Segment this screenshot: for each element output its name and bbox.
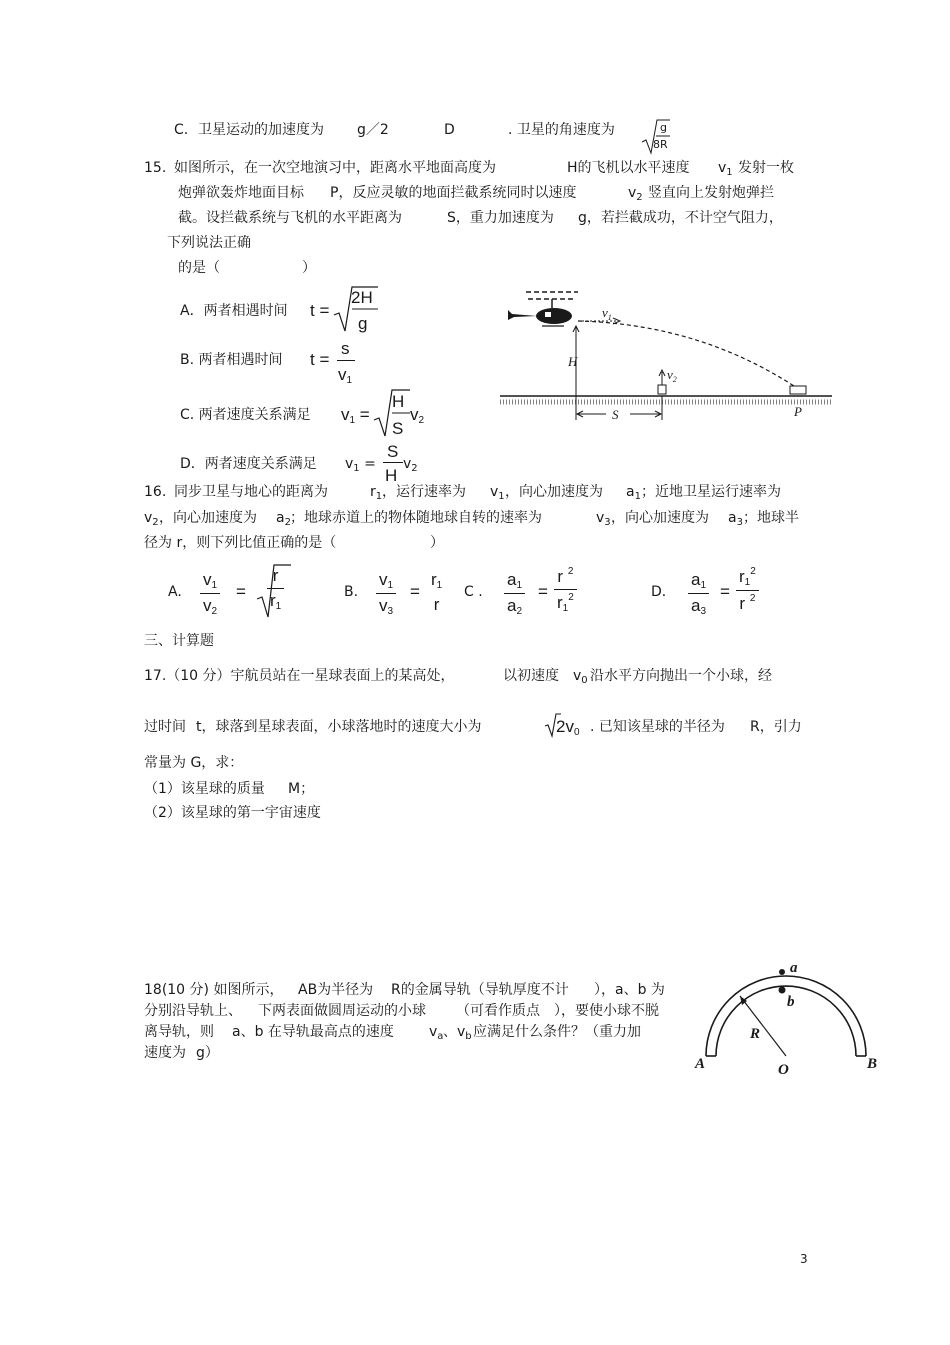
q15-option-b-den: $v_1$	[338, 365, 353, 386]
fig-S: S	[612, 407, 619, 422]
q16-line1b: $r_1$	[370, 484, 383, 502]
q15-option-d: D．两者速度关系满足	[180, 456, 317, 472]
q18-figure	[690, 958, 885, 1080]
q16-equals: =	[410, 582, 420, 601]
q15-line5: 的是（	[178, 260, 220, 276]
q16-line2h: ；地球半	[743, 510, 799, 526]
q16-line2f: ，向心加速度为	[611, 510, 709, 526]
q17-item2: （2）该星球的第一宇宙速度	[144, 805, 321, 821]
q14-option-d-label: D	[444, 122, 455, 138]
q16-line2e: $v_3$	[596, 510, 611, 528]
fig-a: a	[790, 960, 798, 976]
q18-line1d: ），a、b 为	[594, 982, 665, 998]
q15-line3b: S，重力加速度为	[447, 210, 554, 226]
q16-v3: v	[596, 510, 605, 526]
fig-A: A	[695, 1056, 706, 1072]
q16-line1d: $v_1$	[490, 484, 505, 502]
q16-a2: a	[276, 510, 285, 526]
q15-option-c-lhs: $v_1$ =	[341, 405, 370, 426]
fig-B: B	[867, 1056, 878, 1072]
q17-line1b: 以初速度	[503, 668, 559, 684]
q15-option-b-den-v: v	[338, 365, 347, 384]
q16-option-b-label: B.	[344, 584, 359, 600]
q16-line2a: $v_2$	[144, 510, 159, 528]
q16-option-a-left: $\frac{v_1}{v_2}$	[200, 570, 220, 617]
q15-line1b: H的飞机以水平速度	[567, 160, 690, 176]
q16-option-c-label: C .	[464, 584, 483, 600]
q15-fracbar	[337, 360, 355, 361]
fig-b: b	[787, 994, 795, 1010]
q15-option-c-rhs: $v_2$	[410, 405, 425, 426]
q15-v1: v	[718, 160, 727, 176]
q15-option-d-den: H	[385, 466, 398, 485]
q14-option-c-value: g／2	[357, 122, 389, 138]
q17-line2c: $2v_0$	[556, 717, 580, 738]
fig-v2: $v_2$	[667, 367, 677, 384]
q18-line4b: g）	[196, 1045, 219, 1061]
q16-line3: 径为 r，则下列比值正确的是（	[144, 535, 337, 551]
q15-line2c: $v_2$	[628, 185, 643, 203]
q15-option-c-v2: v	[410, 405, 419, 424]
q15-line3c: g，若拦截成功，不计空气阻力，	[578, 210, 783, 226]
q17-item1b: M；	[288, 781, 315, 797]
q16-line2b: ，向心加速度为	[159, 510, 257, 526]
q16-v2: v	[144, 510, 153, 526]
q16-option-a-right: $\frac{r}{r_1}$	[267, 566, 284, 612]
page-number: 3	[800, 1252, 808, 1266]
q15-figure	[498, 284, 834, 424]
fig-H: H	[568, 354, 578, 369]
q17-line1c: $v_0$	[573, 668, 588, 686]
q16-option-d-right: $\frac{r_1^2}{r ^2}$	[736, 566, 759, 614]
q15-option-c: C. 两者速度关系满足	[180, 407, 311, 423]
q16-equals: =	[720, 582, 730, 601]
q17-line1d: 沿水平方向抛出一个小球，经	[590, 668, 772, 684]
q16-option-b-right: $r_1$ r	[431, 570, 443, 614]
fig-O: O	[778, 1062, 789, 1078]
q17-v0: v	[573, 668, 582, 684]
q14-option-d-text: . 卫星的角速度为	[508, 122, 615, 138]
q15-option-a-den: g	[358, 314, 368, 333]
q18-line3e: 应满足什么条件？（重力加	[473, 1024, 641, 1040]
q16-line1: 同步卫星与地心的距离为	[174, 484, 328, 500]
fig-R: R	[750, 1026, 761, 1042]
helicopter	[508, 292, 578, 326]
q17-line3: 常量为 G，求：	[144, 755, 244, 771]
q15-option-b-lhs: t =	[310, 350, 330, 369]
q17-item1: （1）该星球的质量	[144, 781, 265, 797]
q16-option-a-label: A.	[168, 584, 182, 600]
q15-line2: 炮弹欲轰炸地面目标	[178, 185, 304, 201]
q15-option-d-rhs: $v_2$	[403, 456, 418, 474]
q18-line4: 速度为	[144, 1045, 186, 1061]
q15-line5b: ）	[302, 260, 316, 276]
q16-a1: a	[626, 484, 635, 500]
q16-equals: =	[538, 582, 548, 601]
q16-line2d: ；地球赤道上的物体随地球自转的速率为	[290, 510, 542, 526]
q15-option-b: B. 两者相遇时间	[180, 352, 283, 368]
q16-option-c-left: $\frac{a_1}{a_2}$	[504, 570, 525, 617]
q14-option-c-text: 卫星运动的加速度为	[198, 122, 324, 138]
q15-line3: 截。设拦截系统与飞机的水平距离为	[178, 210, 402, 226]
q15-option-a-lhs: t =	[310, 301, 330, 320]
q15-option-d-v: v	[345, 456, 354, 472]
q15-line4: 下列说法正确	[167, 235, 251, 251]
q17-line2b: t，球落到星球表面，小球落地时的速度大小为	[196, 719, 482, 735]
q14-d-num: g	[660, 121, 667, 134]
q16-line1c: ，运行速率为	[382, 484, 466, 500]
q15-line1c: $v_1$	[718, 160, 733, 178]
q18-line3d: 、$v_b$	[443, 1024, 472, 1042]
q15-option-d-lhs: $v_1$ =	[345, 456, 376, 474]
q16-line1g: ；近地卫星运行速率为	[641, 484, 781, 500]
q17-line2: 过时间	[144, 719, 186, 735]
q15-v2: v	[628, 185, 637, 201]
q16-equals: =	[236, 582, 246, 601]
fig-P: P	[794, 404, 802, 419]
q16-v1: v	[490, 484, 499, 500]
q15-option-d-num: S	[387, 442, 399, 461]
q16-line1f: $a_1$	[626, 484, 641, 502]
q15-line1: 如图所示，在一次空地演习中，距离水平地面高度为	[174, 160, 496, 176]
q14-d-den: 8R	[653, 138, 668, 151]
q18-va: v	[429, 1024, 438, 1040]
q16-line2g: $a_3$	[728, 510, 743, 528]
q15-option-a: A．两者相遇时间	[180, 303, 288, 319]
q16-line3b: ）	[430, 535, 444, 551]
q16-line1e: ，向心加速度为	[505, 484, 603, 500]
q18-line2d: ），要使小球不脱	[554, 1003, 659, 1019]
q18-vb: 、v	[443, 1024, 466, 1040]
fig-v1: $v_1$	[602, 305, 612, 322]
q16-number: 16.	[144, 484, 167, 500]
section-title: 三、计算题	[144, 633, 214, 649]
q16-r1: r	[370, 484, 376, 500]
q16-line2c: $a_2$	[276, 510, 291, 528]
q18-line3c: $v_a$	[429, 1024, 444, 1042]
q18-line1: 18(10 分) 如图所示，	[144, 982, 284, 998]
q18-line1c: R的金属导轨（导轨厚度不计	[391, 982, 569, 998]
q18-line2c: （可看作质点	[456, 1003, 540, 1019]
q18-line1b: AB为半径为	[298, 982, 374, 998]
q18-line2b: 下两表面做圆周运动的小球	[258, 1003, 426, 1019]
q15-number: 15.	[144, 160, 167, 176]
q18-line2: 分别沿导轨上、	[144, 1003, 242, 1019]
q17-2v: 2v	[556, 717, 574, 736]
q15-option-c-num: H	[392, 392, 405, 411]
q17-line1: 17.（10 分）宇航员站在一星球表面上的某高处，	[144, 668, 455, 684]
q15-option-b-num: s	[341, 339, 350, 358]
q15-option-d-v2: v	[403, 456, 412, 472]
q15-option-d-fracbar	[383, 462, 403, 463]
q15-line2b: P，反应灵敏的地面拦截系统同时以速度	[330, 185, 577, 201]
q15-line1d: 发射一枚	[738, 160, 794, 176]
q15-option-c-v: v	[341, 405, 350, 424]
q16-option-d-left: $\frac{a_1}{a_3}$	[688, 570, 709, 617]
q15-option-a-num: 2H	[351, 288, 373, 307]
q14-option-c-label: C.	[174, 122, 189, 138]
q16-a3: a	[728, 510, 737, 526]
q16-option-c-right: $\frac{r ^2}{r_1^2}$	[554, 566, 577, 614]
q17-line2e: R，引力	[750, 719, 802, 735]
q18-line3b: a、b 在导轨最高点的速度	[232, 1024, 394, 1040]
q16-option-d-label: D．	[651, 584, 676, 600]
q17-line2d: . 已知该星球的半径为	[590, 719, 725, 735]
q16-option-b-left: $\frac{v_1}{v_3}$	[376, 570, 396, 617]
q15-line2d: 竖直向上发射炮弹拦	[648, 185, 774, 201]
q15-option-c-den: S	[392, 419, 404, 438]
q18-line3: 离导轨，则	[144, 1024, 214, 1040]
